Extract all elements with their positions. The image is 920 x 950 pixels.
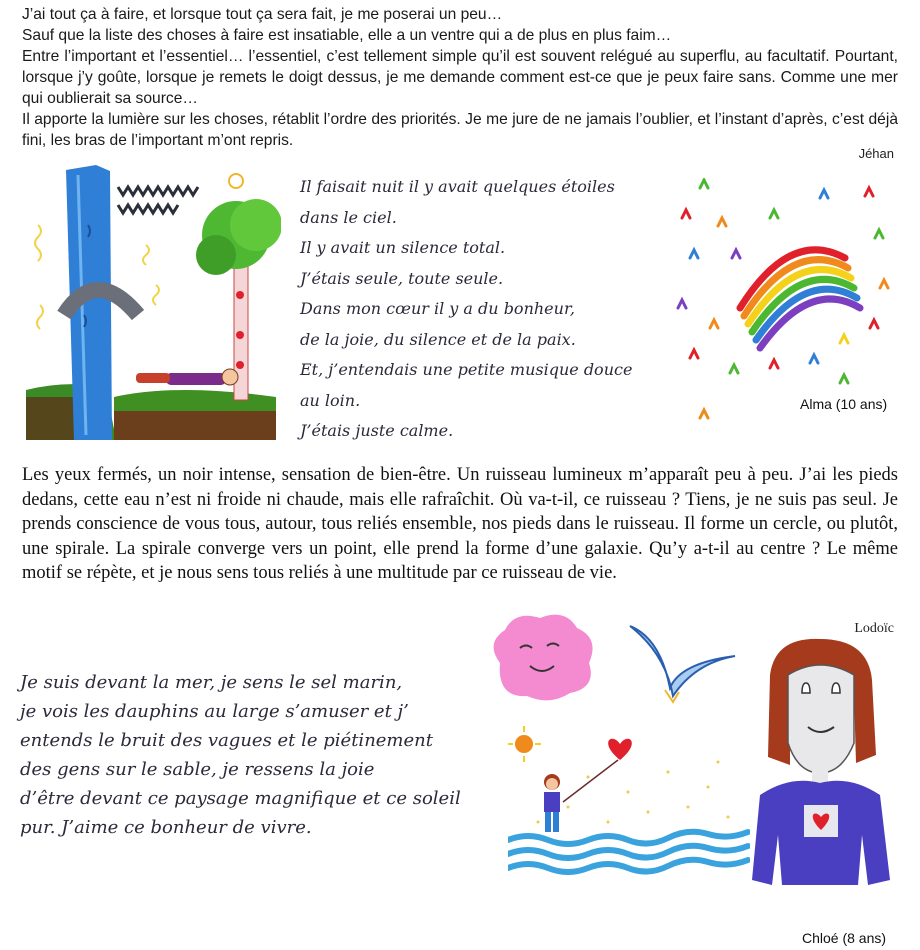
poem-line: je vois les dauphins au large s’amuser et j’ [20, 701, 409, 722]
caption-chloe: Chloé (8 ans) [802, 930, 887, 946]
poem-line: entends le bruit des vagues et le piétinement [20, 730, 433, 751]
poem-line: au loin. [300, 390, 361, 410]
drawing-rainbow [670, 178, 900, 428]
handwritten-poem-chloe [20, 668, 500, 842]
intro-line: J’ai tout ça à faire, et lorsque tout ça sera fait, je me poserai un peu… [22, 6, 503, 23]
drawing-girl-portrait [750, 635, 900, 897]
poem-line: dans le ciel. [300, 207, 397, 227]
drawing-river-landscape [26, 165, 281, 440]
signature-jehan: Jéhan [858, 146, 894, 161]
drawing-pink-cloud [485, 608, 600, 703]
drawing-bird [625, 618, 745, 708]
intro-text [22, 4, 898, 151]
signature-lodoic: Lodoïc [854, 621, 894, 636]
handwritten-poem-alma [300, 172, 700, 447]
body-paragraph-lodoic: Les yeux fermés, un noir intense, sensation de bien-être. Un ruisseau lumineux m’apparaît peu à peu. J’ai les pieds dedans, cette eau n’est ni froide ni chaude, mais elle rafraîchit. Où va-t-il, ce ruisseau ? Tiens, je ne suis pas seul. Je prends conscience de vous tous, autour, tous reliés ensemble, nos pieds dans le ruisseau. Il forme un cercle, ou plutôt, une spirale. La spirale converge vers un point, elle prend la forme d’une galaxie. Qu’y a-t-il au centre ? Le même motif se répète, et je nous sens tous reliés à une multitude par ce ruisseau de vie. [22, 465, 898, 583]
intro-paragraph: Entre l’important et l’essentiel… l’essentiel, c’est tellement simple qu’il est souvent relégué au superflu, au facultatif. Pourtant, lorsque j’y goûte, lorsque je remets le doigt dessus, je me demande comment est-ce que je peux faire sans. Comme une mer qui oublierait sa source… [22, 48, 898, 107]
poem-line: Et, j’entendais une petite musique douce [300, 360, 633, 379]
poem-line: de la joie, du silence et de la paix. [300, 329, 576, 349]
poem-line: Il faisait nuit il y avait quelques étoiles [300, 177, 615, 196]
poem-line: des gens sur le sable, je ressens la joie [20, 759, 375, 780]
intro-line: Sauf que la liste des choses à faire est insatiable, elle a un ventre qui a de plus en plus faim… [22, 27, 672, 44]
poem-line: Dans mon cœur il y a du bonheur, [300, 299, 575, 318]
poem-line: Il y avait un silence total. [300, 238, 506, 257]
drawing-beach-scene [508, 722, 750, 880]
caption-alma: Alma (10 ans) [800, 396, 888, 412]
poem-line: d’être devant ce paysage magnifique et ce soleil [20, 788, 461, 809]
poem-line: J’étais juste calme. [300, 421, 454, 440]
poem-line: Je suis devant la mer, je sens le sel marin, [20, 672, 403, 693]
poem-line: pur. J’aime ce bonheur de vivre. [20, 817, 312, 838]
intro-paragraph: Il apporte la lumière sur les choses, rétablit l’ordre des priorités. Je me jure de ne jamais l’oublier, et l’instant d’après, c’est déjà fini, les bras de l’important m’ont repris. [22, 111, 898, 149]
poem-line: J’étais seule, toute seule. [300, 268, 504, 288]
